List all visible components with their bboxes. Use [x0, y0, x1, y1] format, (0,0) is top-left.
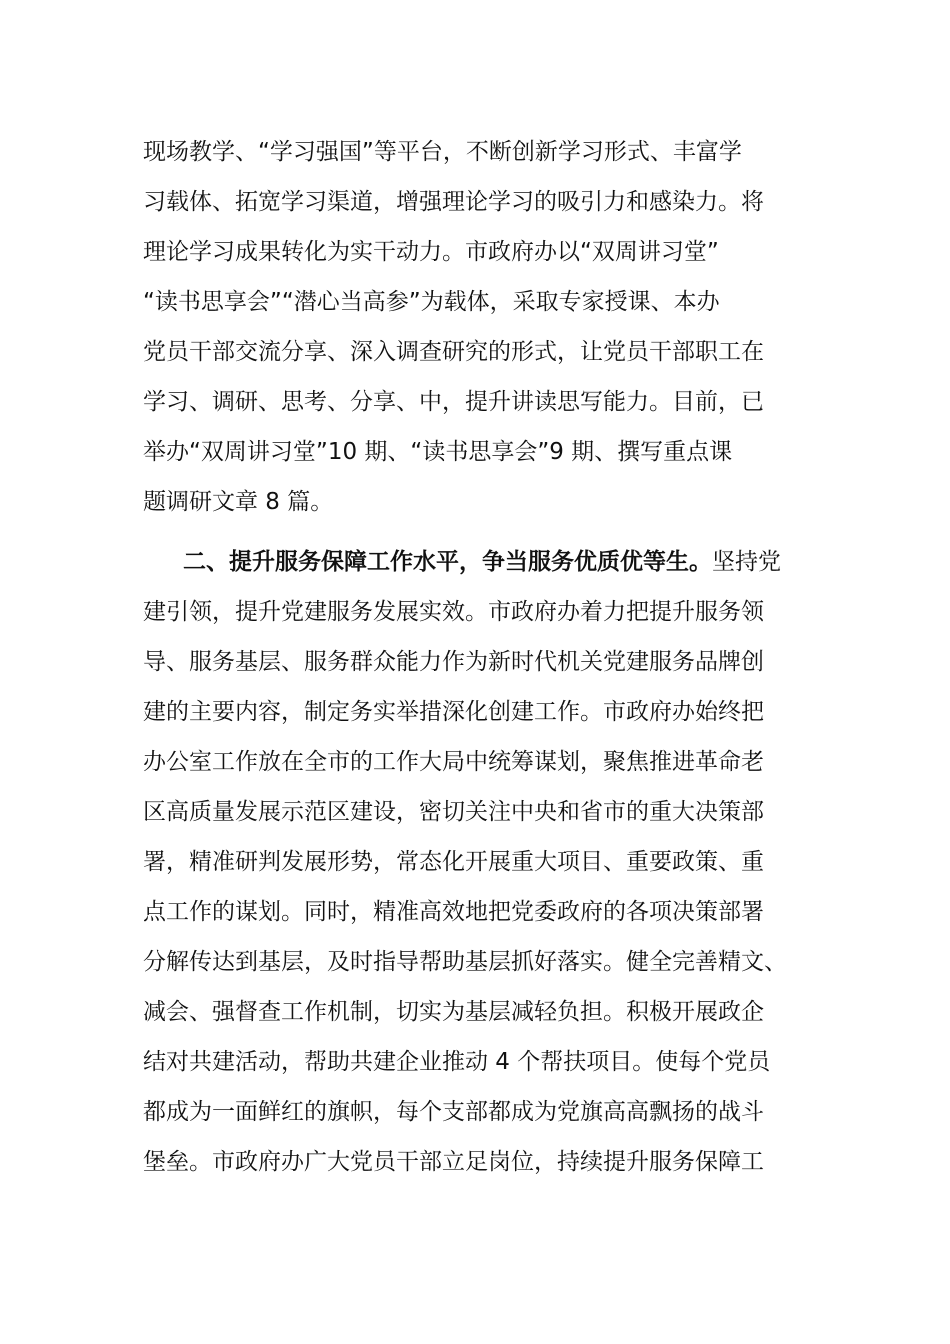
paragraph-line: 结对共建活动，帮助共建企业推动 4 个帮扶项目。使每个党员	[143, 1049, 771, 1075]
paragraph-line: 学习、调研、思考、分享、中，提升讲读思写能力。目前，已	[143, 389, 764, 415]
paragraph-line: “读书思享会”“潜心当高参”为载体，采取专家授课、本办	[143, 289, 720, 315]
paragraph-line: 办公室工作放在全市的工作大局中统筹谋划，聚焦推进革命老	[143, 749, 764, 775]
paragraph-line: 点工作的谋划。同时，精准高效地把党委政府的各项决策部署	[143, 899, 764, 925]
paragraph-line: 理论学习成果转化为实干动力。市政府办以“双周讲习堂”	[143, 239, 719, 265]
paragraph-line: 习载体、拓宽学习渠道，增强理论学习的吸引力和感染力。将	[143, 189, 764, 215]
paragraph-line: 都成为一面鲜红的旗帜，每个支部都成为党旗高高飘扬的战斗	[143, 1099, 764, 1125]
section-heading: 二、提升服务保障工作水平，争当服务优质优等生。	[183, 549, 712, 575]
heading-continuation: 坚持党	[712, 549, 781, 575]
paragraph-line: 堡垒。市政府办广大党员干部立足岗位，持续提升服务保障工	[143, 1149, 764, 1175]
paragraph-line: 建引领，提升党建服务发展实效。市政府办着力把提升服务领	[143, 599, 764, 625]
paragraph-line: 现场教学、“学习强国”等平台，不断创新学习形式、丰富学	[143, 139, 742, 165]
paragraph-line: 分解传达到基层，及时指导帮助基层抓好落实。健全完善精文、	[143, 949, 787, 975]
paragraph-line: 署，精准研判发展形势，常态化开展重大项目、重要政策、重	[143, 849, 764, 875]
paragraph-line: 减会、强督查工作机制，切实为基层减轻负担。积极开展政企	[143, 999, 764, 1025]
paragraph-line: 党员干部交流分享、深入调查研究的形式，让党员干部职工在	[143, 339, 764, 365]
paragraph-line: 区高质量发展示范区建设，密切关注中央和省市的重大决策部	[143, 799, 764, 825]
paragraph-line: 举办“双周讲习堂”10 期、“读书思享会”9 期、撰写重点课	[143, 439, 733, 465]
paragraph-line: 题调研文章 8 篇。	[143, 489, 334, 515]
paragraph-first-line	[183, 547, 781, 577]
paragraph-line: 导、服务基层、服务群众能力作为新时代机关党建服务品牌创	[143, 649, 764, 675]
paragraph-line: 建的主要内容，制定务实举措深化创建工作。市政府办始终把	[143, 699, 764, 725]
